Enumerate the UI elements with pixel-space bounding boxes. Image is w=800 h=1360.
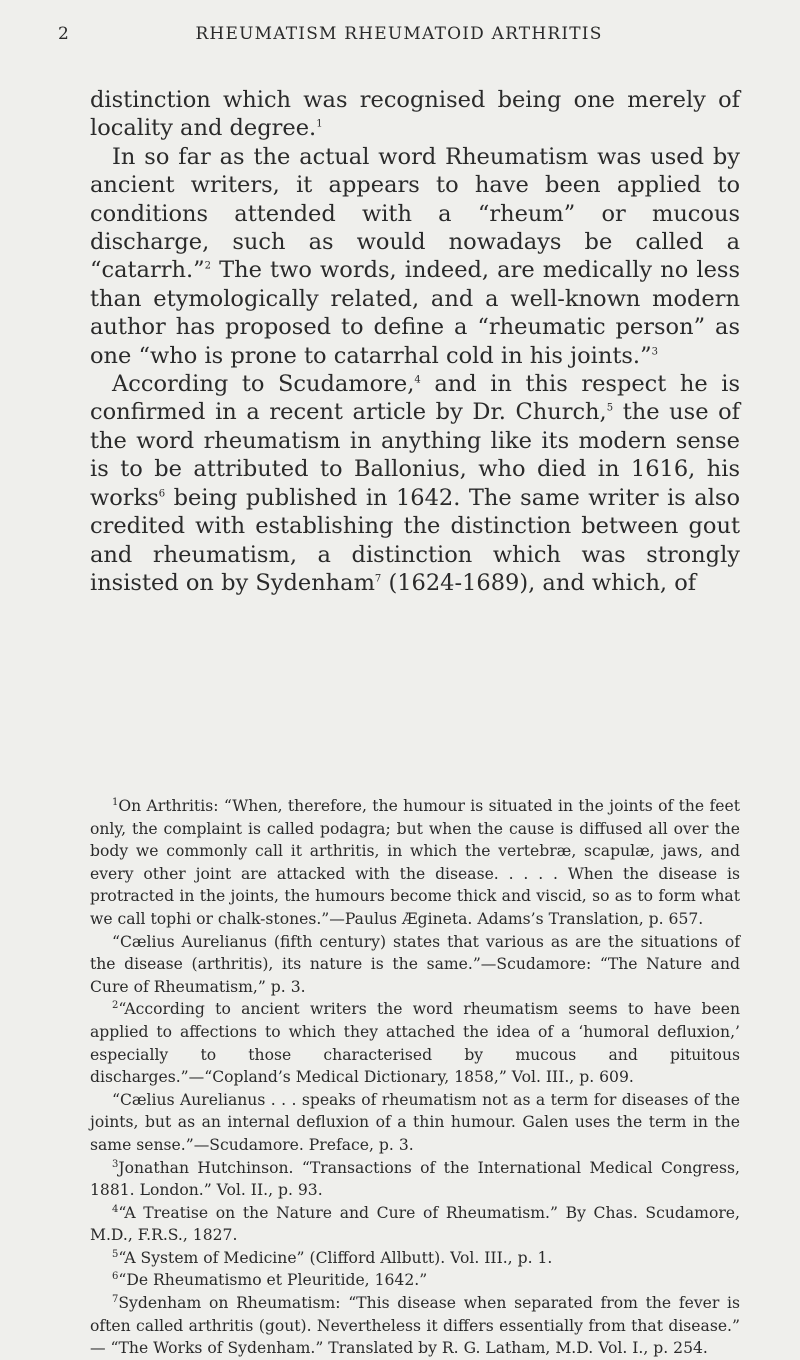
- main-text: [90, 86, 740, 597]
- paragraph-text: distinction which was recognised being one merely of locality and degree.: [90, 87, 740, 142]
- footnote-text: Sydenham on Rheumatism: “This disease when separated from the fever is often called arthritis (gout). Nevertheless it differs essentially from that disease.” — “The Works of Sydenham.” Translated by R. G. Latham, M.D. Vol. I., p. 254.: [90, 1294, 740, 1358]
- footnote-ref: 1: [316, 118, 323, 130]
- running-header: [58, 24, 758, 44]
- footnote: [90, 1247, 740, 1270]
- footnote-number: 2: [112, 1000, 119, 1012]
- running-title: RHEUMATISM RHEUMATOID ARTHRITIS: [195, 24, 603, 44]
- footnote-number: 3: [112, 1158, 119, 1170]
- footnote: [90, 998, 740, 1088]
- footnote-text: “According to ancient writers the word rheumatism seems to have been applied to affections to which they attached the idea of a ‘humoral defluxion,’ especially to those characterised by mucous and pituitous discharges.”—“Copland’s Medical Dictionary, 1858,” Vol. III., p. 609.: [90, 1000, 740, 1087]
- footnote: [90, 1292, 740, 1360]
- footnote-text: On Arthritis: “When, therefore, the humour is situated in the joints of the feet only, the complaint is called podagra; but when the cause is diffused all over the body we commonly call it arthritis, in which the vertebræ, scapulæ, jaws, and every other joint are attacked with the disease. . . . . When the disease is protracted in the joints, the humours become thick and viscid, so as to form what we call tophi or chalk-stones.”—Paulus Ægineta. Adams’s Translation, p. 657.: [90, 797, 740, 928]
- footnote-text: “De Rheumatismo et Pleuritide, 1642.”: [118, 1271, 428, 1290]
- footnote-ref: 4: [414, 374, 421, 386]
- footnote-ref: 7: [374, 573, 382, 585]
- paragraph: [90, 143, 740, 370]
- paragraph-text: The two words, indeed, are medically no less than etymologically related, and a well-known modern author has proposed to define a “rheumatic person” as one “who is prone to catarrhal cold in his joints.”: [90, 257, 740, 369]
- paragraph-text: (1624-1689), and which, of: [381, 569, 697, 596]
- paragraph-text: According to Scudamore,: [112, 371, 415, 398]
- footnote: [90, 795, 740, 931]
- footnote-text: “Cælius Aurelianus . . . speaks of rheumatism not as a term for diseases of the joints, but as an internal defluxion of a thin humour. Galen uses the term in the same sense.”—Scudamore. Preface, p. 3.: [90, 1090, 740, 1154]
- footnote-text: “A System of Medicine” (Clifford Allbutt). Vol. III., p. 1.: [118, 1248, 553, 1267]
- footnote-number: 1: [112, 796, 119, 808]
- footnote-number: 6: [112, 1271, 119, 1283]
- paragraph-text: being published in 1642. The same writer is also credited with establishing the distinction between gout and rheumatism, a distinction which was strongly insisted on by Sydenham: [90, 484, 740, 596]
- footnote-number: 5: [112, 1248, 119, 1260]
- footnote-text: “Cælius Aurelianus (fifth century) states that various as are the situations of the disease (arthritis), its nature is the same.”—Scudamore: “The Nature and Cure of Rheumatism,” p. 3.: [90, 932, 740, 996]
- paragraph: [90, 86, 740, 143]
- footnote-text: Jonathan Hutchinson. “Transactions of the International Medical Congress, 1881. London.” Vol. II., p. 93.: [90, 1158, 740, 1200]
- footnote-ref: 5: [606, 402, 614, 414]
- footnote: [90, 1202, 740, 1247]
- footnote-ref: 3: [651, 346, 658, 358]
- footnote-number: 7: [112, 1293, 119, 1305]
- page-number: 2: [58, 24, 71, 44]
- footnote-number: 4: [112, 1203, 119, 1215]
- footnote: [90, 1089, 740, 1157]
- footnote-ref: 2: [204, 260, 212, 272]
- paragraph-text: and in this respect he is confirmed in a recent article by Dr. Church,: [90, 371, 740, 426]
- footnote: [90, 931, 740, 999]
- paragraph-text: In so far as the actual word Rheumatism was used by ancient writers, it appears to have been applied to conditions attended with a “rheum” or mucous discharge, such as would nowadays be called a “catarrh.”: [90, 143, 740, 284]
- paragraph: [90, 370, 740, 597]
- footnote: [90, 1269, 740, 1292]
- footnote: [90, 1157, 740, 1202]
- footnote-ref: 6: [158, 488, 166, 500]
- footnotes: [90, 795, 740, 1360]
- footnote-text: “A Treatise on the Nature and Cure of Rheumatism.” By Chas. Scudamore, M.D., F.R.S., 1827.: [90, 1203, 740, 1245]
- paragraph-text: the use of the word rheumatism in anything like its modern sense is to be attributed to Ballonius, who died in 1616, his works: [90, 399, 741, 511]
